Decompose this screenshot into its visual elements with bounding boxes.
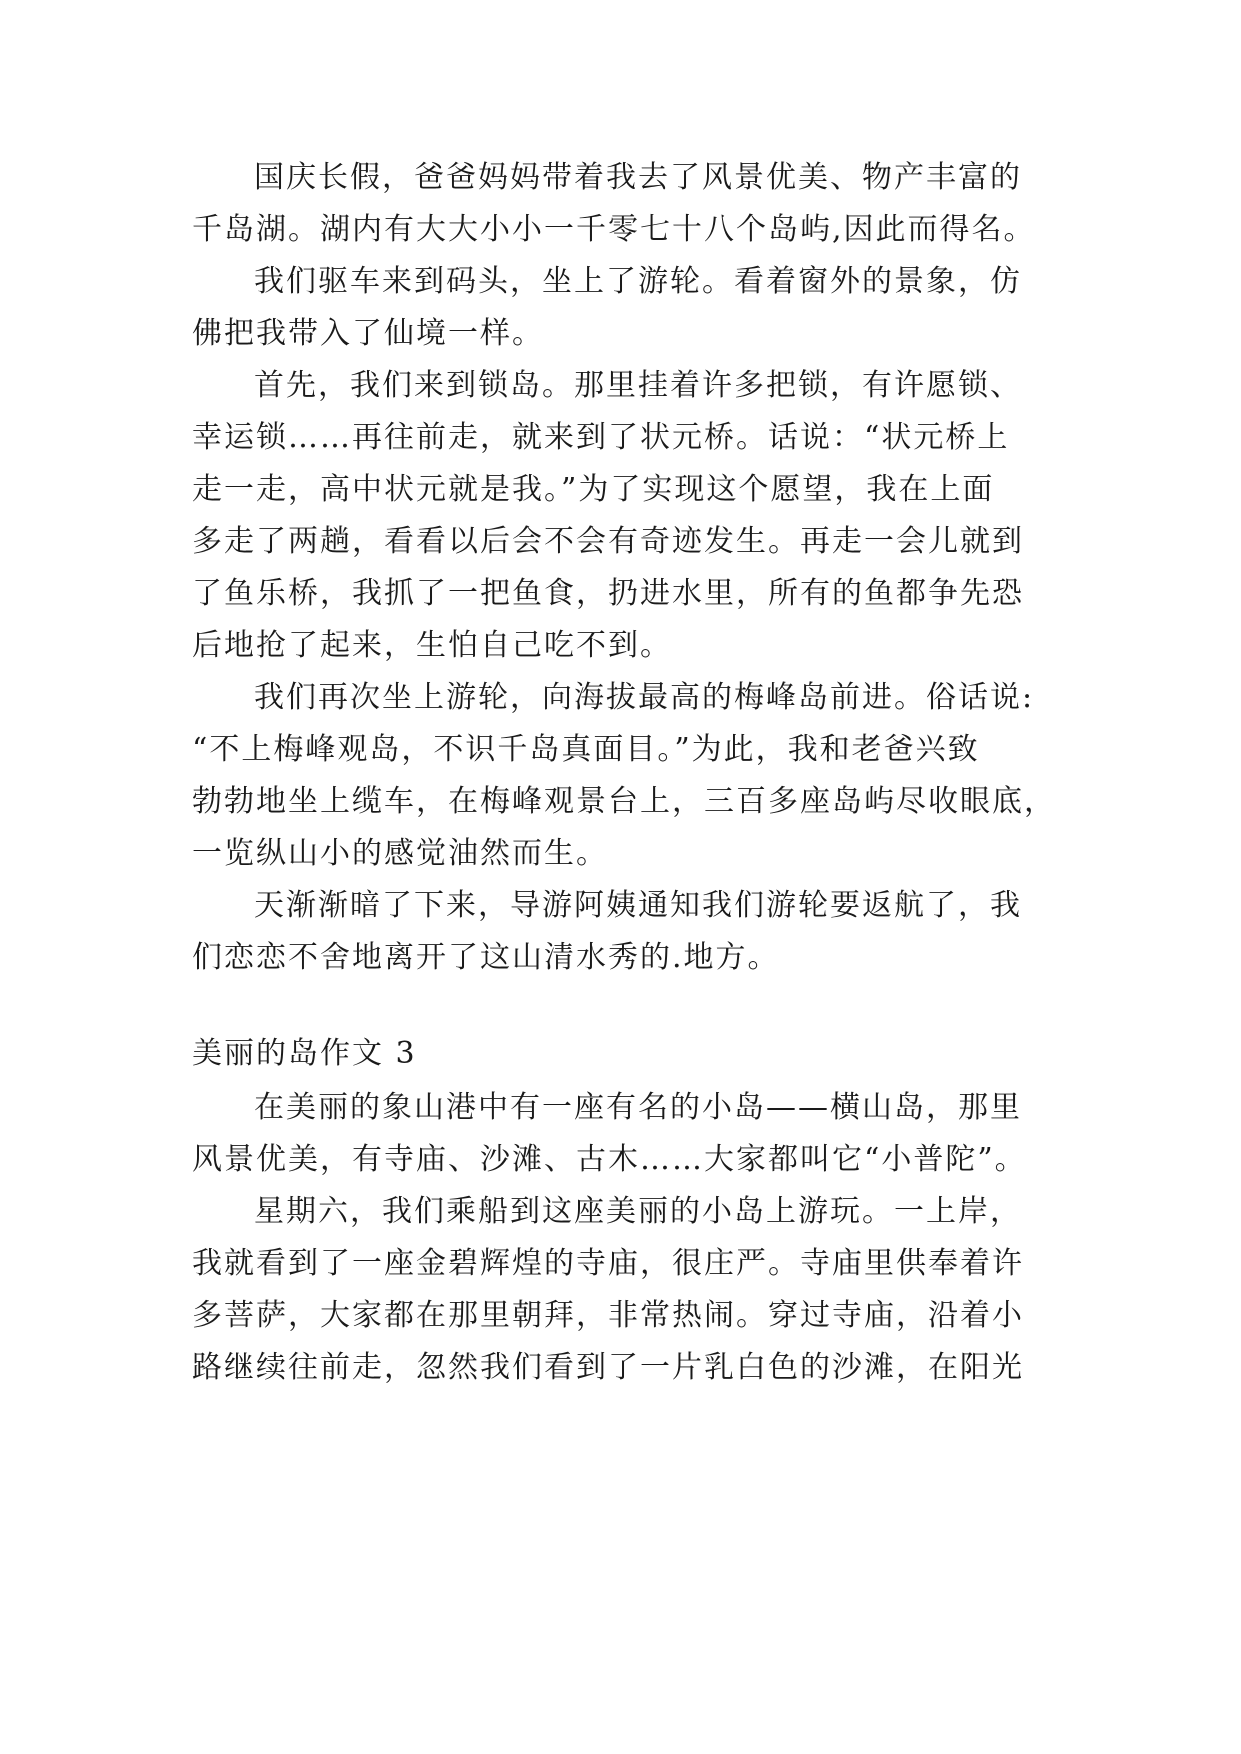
paragraph-line: 我就看到了一座金碧辉煌的寺庙，很庄严。寺庙里供奉着许 (192, 1246, 1024, 1281)
paragraph-line: 佛把我带入了仙境一样。 (192, 316, 544, 351)
paragraph-line: 们恋恋不舍地离开了这山清水秀的.地方。 (192, 940, 780, 975)
paragraph-line: 天渐渐暗了下来，导游阿姨通知我们游轮要返航了，我 (254, 888, 1022, 923)
paragraph-line: 勃勃地坐上缆车，在梅峰观景台上，三百多座岛屿尽收眼底， (192, 784, 1056, 819)
paragraph-line: 我们再次坐上游轮，向海拔最高的梅峰岛前进。俗话说: (254, 680, 1035, 715)
paragraph-line: “不上梅峰观岛，不识千岛真面目。”为此，我和老爸兴致 (192, 732, 980, 767)
paragraph-line: 国庆长假，爸爸妈妈带着我去了风景优美、物产丰富的 (254, 160, 1022, 195)
paragraph-line: 风景优美，有寺庙、沙滩、古木……大家都叫它“小普陀”。 (192, 1142, 1027, 1177)
paragraph-line: 我们驱车来到码头，坐上了游轮。看着窗外的景象，仿 (254, 264, 1022, 299)
paragraph-line: 走一走，高中状元就是我。”为了实现这个愿望，我在上面 (192, 472, 995, 507)
paragraph-line: 星期六，我们乘船到这座美丽的小岛上游玩。一上岸， (254, 1194, 1022, 1229)
paragraph-line: 千岛湖。湖内有大大小小一千零七十八个岛屿,因此而得名。 (192, 212, 1036, 247)
paragraph-line: 在美丽的象山港中有一座有名的小岛——横山岛，那里 (254, 1090, 1022, 1125)
paragraph-line: 一览纵山小的感觉油然而生。 (192, 836, 608, 871)
paragraph-line: 幸运锁……再往前走，就来到了状元桥。话说：“状元桥上 (192, 420, 1010, 455)
paragraph-line: 多菩萨，大家都在那里朝拜，非常热闹。穿过寺庙，沿着小 (192, 1298, 1024, 1333)
paragraph-line: 路继续往前走，忽然我们看到了一片乳白色的沙滩，在阳光 (192, 1350, 1024, 1385)
section-heading: 美丽的岛作文 3 (192, 1036, 417, 1071)
paragraph-line: 后地抢了起来，生怕自己吃不到。 (192, 628, 672, 663)
paragraph-line: 了鱼乐桥，我抓了一把鱼食，扔进水里，所有的鱼都争先恐 (192, 576, 1024, 611)
paragraph-line: 首先，我们来到锁岛。那里挂着许多把锁，有许愿锁、 (254, 368, 1022, 403)
paragraph-line: 多走了两趟，看看以后会不会有奇迹发生。再走一会儿就到 (192, 524, 1024, 559)
